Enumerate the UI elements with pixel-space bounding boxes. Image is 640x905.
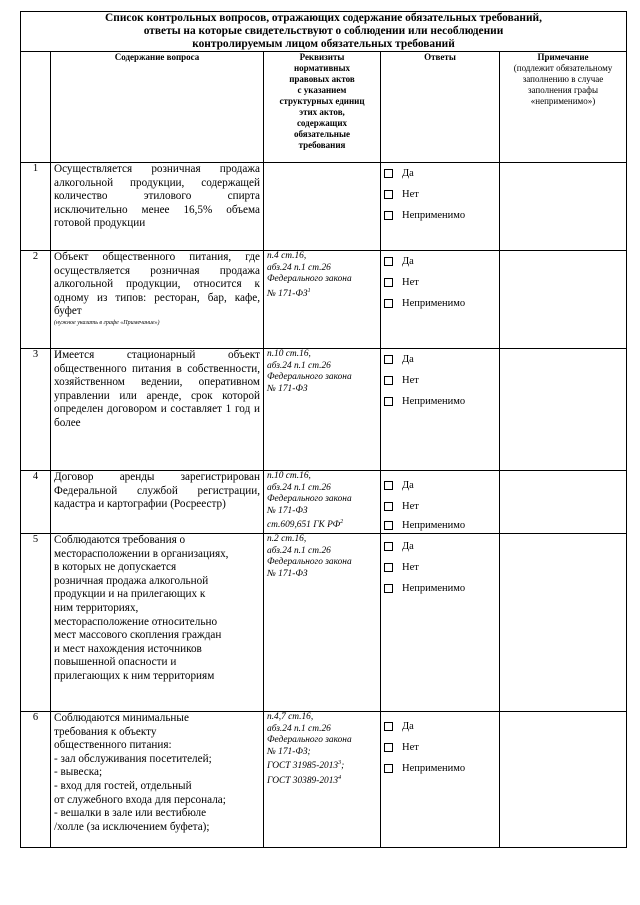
option-yes[interactable]: Да <box>384 536 496 557</box>
note-cell[interactable] <box>500 471 627 534</box>
question-text: Имеется стационарный объект общественного питания в собственности, хозяйственном ведении, оперативном управлении или аренде, срок которой определен договором и составляет 1 год и более <box>51 349 264 471</box>
table-row <box>21 251 627 349</box>
checkbox-icon[interactable] <box>384 397 393 406</box>
table-row <box>21 534 627 712</box>
option-no[interactable]: Нет <box>384 496 496 517</box>
requisites-text: п.4 ст.16, абз.24 п.1 ст.26 Федерального закона № $171-ФЗ^1$ <box>264 251 381 349</box>
note-cell[interactable] <box>500 534 627 712</box>
checkbox-icon[interactable] <box>384 190 393 199</box>
header-requisites: Реквизиты нормативных правовых актов с указанием структурных единиц этих актов, содержащих обязательные требования <box>264 52 381 163</box>
checkbox-icon[interactable] <box>384 211 393 220</box>
header-answers: Ответы <box>381 52 500 163</box>
checkbox-icon[interactable] <box>384 278 393 287</box>
answer-options <box>381 534 500 712</box>
option-na[interactable]: Неприменимо <box>384 205 496 226</box>
row-number: 1 <box>21 163 51 251</box>
requisites-text: п.2 ст.16, абз.24 п.1 ст.26 Федерального закона № 171-ФЗ <box>264 534 381 712</box>
row-number: 6 <box>21 712 51 848</box>
checklist-table <box>20 11 627 848</box>
header-note: Примечание (подлежит обязательному заполнению в случае заполнения графы «неприменимо») <box>500 52 627 163</box>
table-row <box>21 471 627 534</box>
note-cell[interactable] <box>500 251 627 349</box>
note-cell[interactable] <box>500 349 627 471</box>
table-title: Список контрольных вопросов, отражающих содержание обязательных требований, ответы на которые свидетельствуют о соблюдении или несоблюдении контролируемым лицом обязательных требований <box>21 12 627 52</box>
question-text: Осуществляется розничная продажа алкогольной продукции, содержащей количество этилового спирта исключительно менее 16,5% объема готовой продукции <box>51 163 264 251</box>
option-yes[interactable]: Да <box>384 716 496 737</box>
question-text: Договор аренды зарегистрирован Федеральной службой регистрации, кадастра и картографии (Росреестр) <box>51 471 264 534</box>
requisites-text: п.10 ст.16, абз.24 п.1 ст.26 Федерального закона № 171-ФЗ ст.609,651 ГК $РФ^2$ <box>264 471 381 534</box>
table-row <box>21 712 627 848</box>
checkbox-icon[interactable] <box>384 299 393 308</box>
option-yes[interactable]: Да <box>384 163 496 184</box>
question-text: Соблюдаются минимальные требования к объекту общественного питания: - зал обслуживания посетителей; - вывеска; - вход для гостей, отдельный от служебного входа для персонала; - вешалки в зале или вестибюле /холле (за исключением буфета); <box>51 712 264 848</box>
option-no[interactable]: Нет <box>384 737 496 758</box>
answer-options <box>381 349 500 471</box>
option-yes[interactable]: Да <box>384 349 496 370</box>
option-na[interactable]: Неприменимо <box>384 293 496 314</box>
table-row <box>21 349 627 471</box>
answer-options <box>381 712 500 848</box>
option-yes[interactable]: Да <box>384 251 496 272</box>
option-na[interactable]: Неприменимо <box>384 758 496 779</box>
question-text: Объект общественного питания, где осуществляется розничная продажа алкогольной продукции, относится к одному из типов: ресторан, бар, кафе, буфет (нужное указать в графе «Примечание») <box>51 251 264 349</box>
checkbox-icon[interactable] <box>384 169 393 178</box>
requisites-text: п.4,7 ст.16, абз.24 п.1 ст.26 Федерального закона № 171-ФЗ; ГОСТ 31985-2013$^3$; ГОСТ 30389-2013$^4$ <box>264 712 381 848</box>
checkbox-icon[interactable] <box>384 764 393 773</box>
checkbox-icon[interactable] <box>384 743 393 752</box>
answer-options <box>381 251 500 349</box>
header-number <box>21 52 51 163</box>
row-number: 2 <box>21 251 51 349</box>
answer-options <box>381 471 500 534</box>
checkbox-icon[interactable] <box>384 563 393 572</box>
header-question: Содержание вопроса <box>51 52 264 163</box>
option-no[interactable]: Нет <box>384 557 496 578</box>
checkbox-icon[interactable] <box>384 542 393 551</box>
option-na[interactable]: Неприменимо <box>384 391 496 412</box>
option-no[interactable]: Нет <box>384 184 496 205</box>
option-na[interactable]: Неприменимо <box>384 578 496 599</box>
note-cell[interactable] <box>500 163 627 251</box>
note-cell[interactable] <box>500 712 627 848</box>
answer-options <box>381 163 500 251</box>
option-no[interactable]: Нет <box>384 370 496 391</box>
checkbox-icon[interactable] <box>384 722 393 731</box>
requisites-text <box>264 163 381 251</box>
checkbox-icon[interactable] <box>384 584 393 593</box>
row-number: 4 <box>21 471 51 534</box>
option-no[interactable]: Нет <box>384 272 496 293</box>
question-note: (нужное указать в графе «Примечание») <box>54 319 160 326</box>
option-yes[interactable]: Да <box>384 475 496 496</box>
question-text: Соблюдаются требования о месторасположении в организациях, в которых не допускается розничная продажа алкогольной продукции и на прилегающих к ним территориях, месторасположение относительно мест массового скопления граждан и мест нахождения источников повышенной опасности и прилегающих к ним территориям <box>51 534 264 712</box>
checkbox-icon[interactable] <box>384 481 393 490</box>
checkbox-icon[interactable] <box>384 376 393 385</box>
checkbox-icon[interactable] <box>384 355 393 364</box>
checkbox-icon[interactable] <box>384 257 393 266</box>
requisites-text: п.10 ст.16, абз.24 п.1 ст.26 Федерального закона № 171-ФЗ <box>264 349 381 471</box>
table-row <box>21 163 627 251</box>
row-number: 5 <box>21 534 51 712</box>
checkbox-icon[interactable] <box>384 502 393 511</box>
row-number: 3 <box>21 349 51 471</box>
checkbox-icon[interactable] <box>384 521 393 530</box>
option-na[interactable]: Неприменимо <box>384 517 496 533</box>
